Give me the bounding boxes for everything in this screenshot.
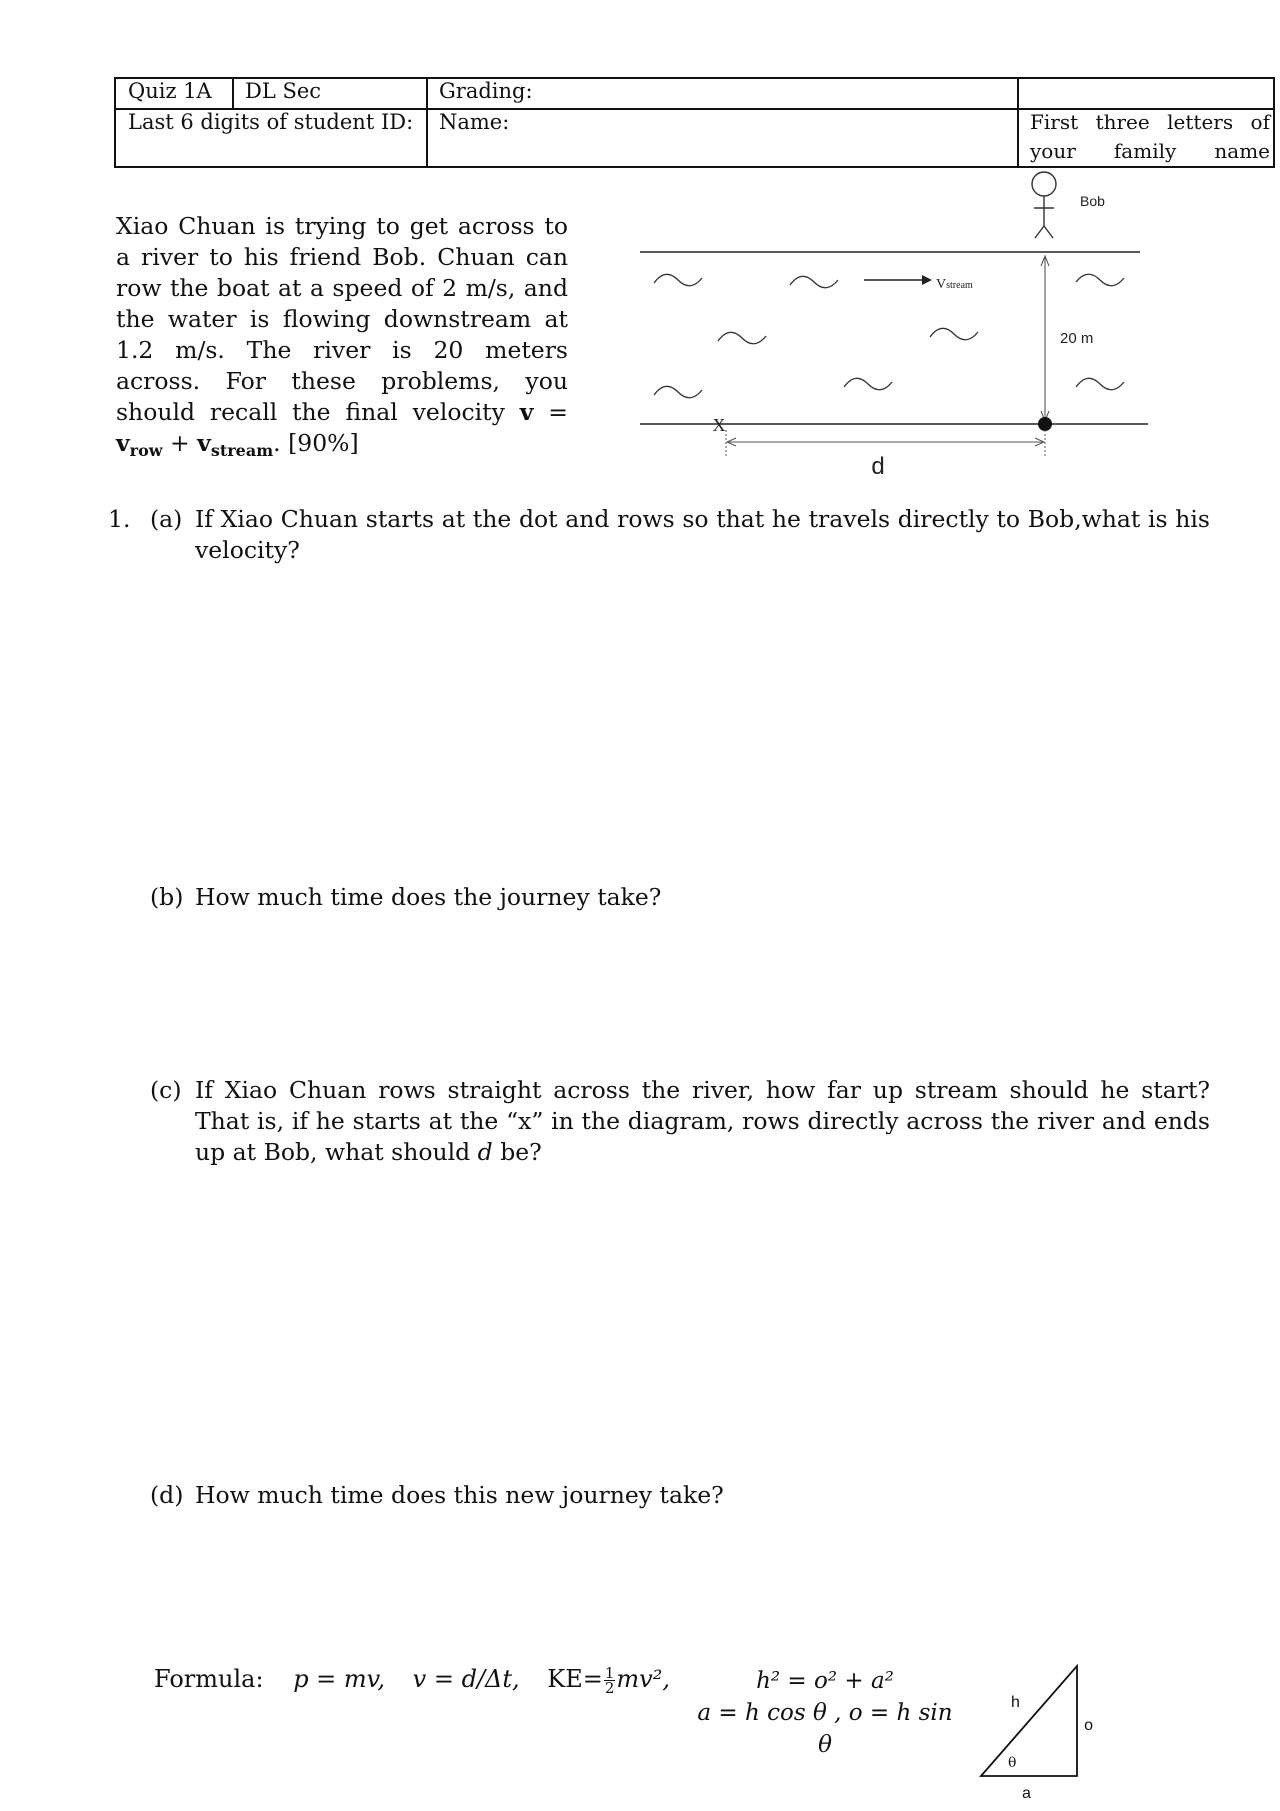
plus-sign: +: [162, 429, 198, 457]
equals-sign: =: [533, 398, 568, 426]
grading-field[interactable]: Grading:: [439, 79, 533, 103]
question-c-text: If Xiao Chuan rows straight across the river, how far up stream should he start? That is, if he starts at the “x” in the diagram, rows directly across the river and ends up at Bob, what should: [195, 1076, 1210, 1166]
opposite-label: o: [1084, 1717, 1093, 1734]
question-a: [150, 504, 1210, 566]
question-number: 1.: [108, 505, 131, 533]
question-a-text: If Xiao Chuan starts at the dot and rows so that he travels directly to Bob,what is his velocity?: [195, 505, 1210, 564]
question-d: [150, 1480, 724, 1511]
student-id-field[interactable]: Last 6 digits of student ID:: [128, 110, 414, 134]
intro-text: Xiao Chuan is trying to get across to a river to his friend Bob. Chuan can row the boat at a speed of 2 m/s, and the water is flowing downstream at 1.2 m/s. The river is 20 meters across. For these problems, you should recall the final velocity: [116, 212, 568, 426]
question-c-variable: d: [477, 1138, 493, 1166]
ke-denominator: 2: [604, 1679, 615, 1697]
intro-paragraph: [116, 211, 568, 466]
start-dot: [1038, 417, 1052, 431]
formula-label: Formula:: [154, 1665, 264, 1693]
bob-figure: [1032, 172, 1056, 238]
theta-label: θ: [1008, 1755, 1017, 1771]
header-divider: [426, 79, 428, 166]
question-b: [150, 882, 661, 913]
v-row-symbol: v: [116, 429, 130, 457]
quiz-label: Quiz 1A: [128, 79, 212, 103]
stream-subscript: stream: [210, 441, 274, 460]
question-c-text-end: be?: [492, 1138, 542, 1166]
width-label: 20 m: [1060, 330, 1094, 347]
name-field[interactable]: Name:: [439, 110, 510, 134]
header-divider: [232, 79, 234, 108]
question-b-label: (b): [150, 883, 184, 911]
family-name-field[interactable]: First three letters of your family name: [1030, 110, 1270, 163]
question-b-text: How much time does the journey take?: [195, 883, 662, 911]
ke-suffix: mv²,: [616, 1665, 670, 1693]
header-table: [114, 77, 1275, 168]
ke-fraction: [604, 1666, 616, 1695]
adjacent-label: a: [1022, 1785, 1031, 1800]
row-subscript: row: [129, 441, 163, 460]
trig-relations: a = h cos θ , o = h sin θ: [697, 1700, 953, 1758]
dl-sec-field[interactable]: DL Sec: [245, 79, 322, 103]
question-d-label: (d): [150, 1481, 184, 1509]
river-diagram: [640, 168, 1160, 488]
intro-suffix: . [90%]: [273, 429, 359, 457]
question-c: [150, 1075, 1210, 1168]
bob-label: Bob: [1080, 193, 1105, 209]
ke-formula: [547, 1664, 670, 1697]
stream-arrowhead: [922, 275, 932, 285]
ke-numerator: 1: [604, 1664, 615, 1682]
v-stream-symbol: v: [197, 429, 211, 457]
momentum-formula: p = mv,: [293, 1665, 386, 1693]
trig-formulas: [690, 1665, 960, 1761]
hypotenuse-label: h: [1011, 1694, 1020, 1711]
question-d-text: How much time does this new journey take?: [195, 1481, 724, 1509]
x-marker: X: [712, 415, 726, 435]
formula-line: [154, 1665, 670, 1695]
pythagoras-formula: h² = o² + a²: [756, 1668, 894, 1694]
water-waves: [654, 274, 1124, 398]
velocity-formula: v = d/Δt,: [412, 1665, 520, 1693]
right-triangle-diagram: [975, 1660, 1095, 1800]
question-c-body: [195, 1075, 1210, 1168]
triangle-shape: [981, 1666, 1077, 1776]
vstream-label: Vstream: [936, 277, 973, 292]
d-label: d: [871, 453, 885, 480]
question-c-label: (c): [150, 1076, 182, 1104]
ke-prefix: KE=: [547, 1665, 603, 1693]
velocity-symbol: v: [519, 398, 534, 426]
question-a-label: (a): [150, 505, 183, 533]
header-divider: [1017, 79, 1019, 166]
